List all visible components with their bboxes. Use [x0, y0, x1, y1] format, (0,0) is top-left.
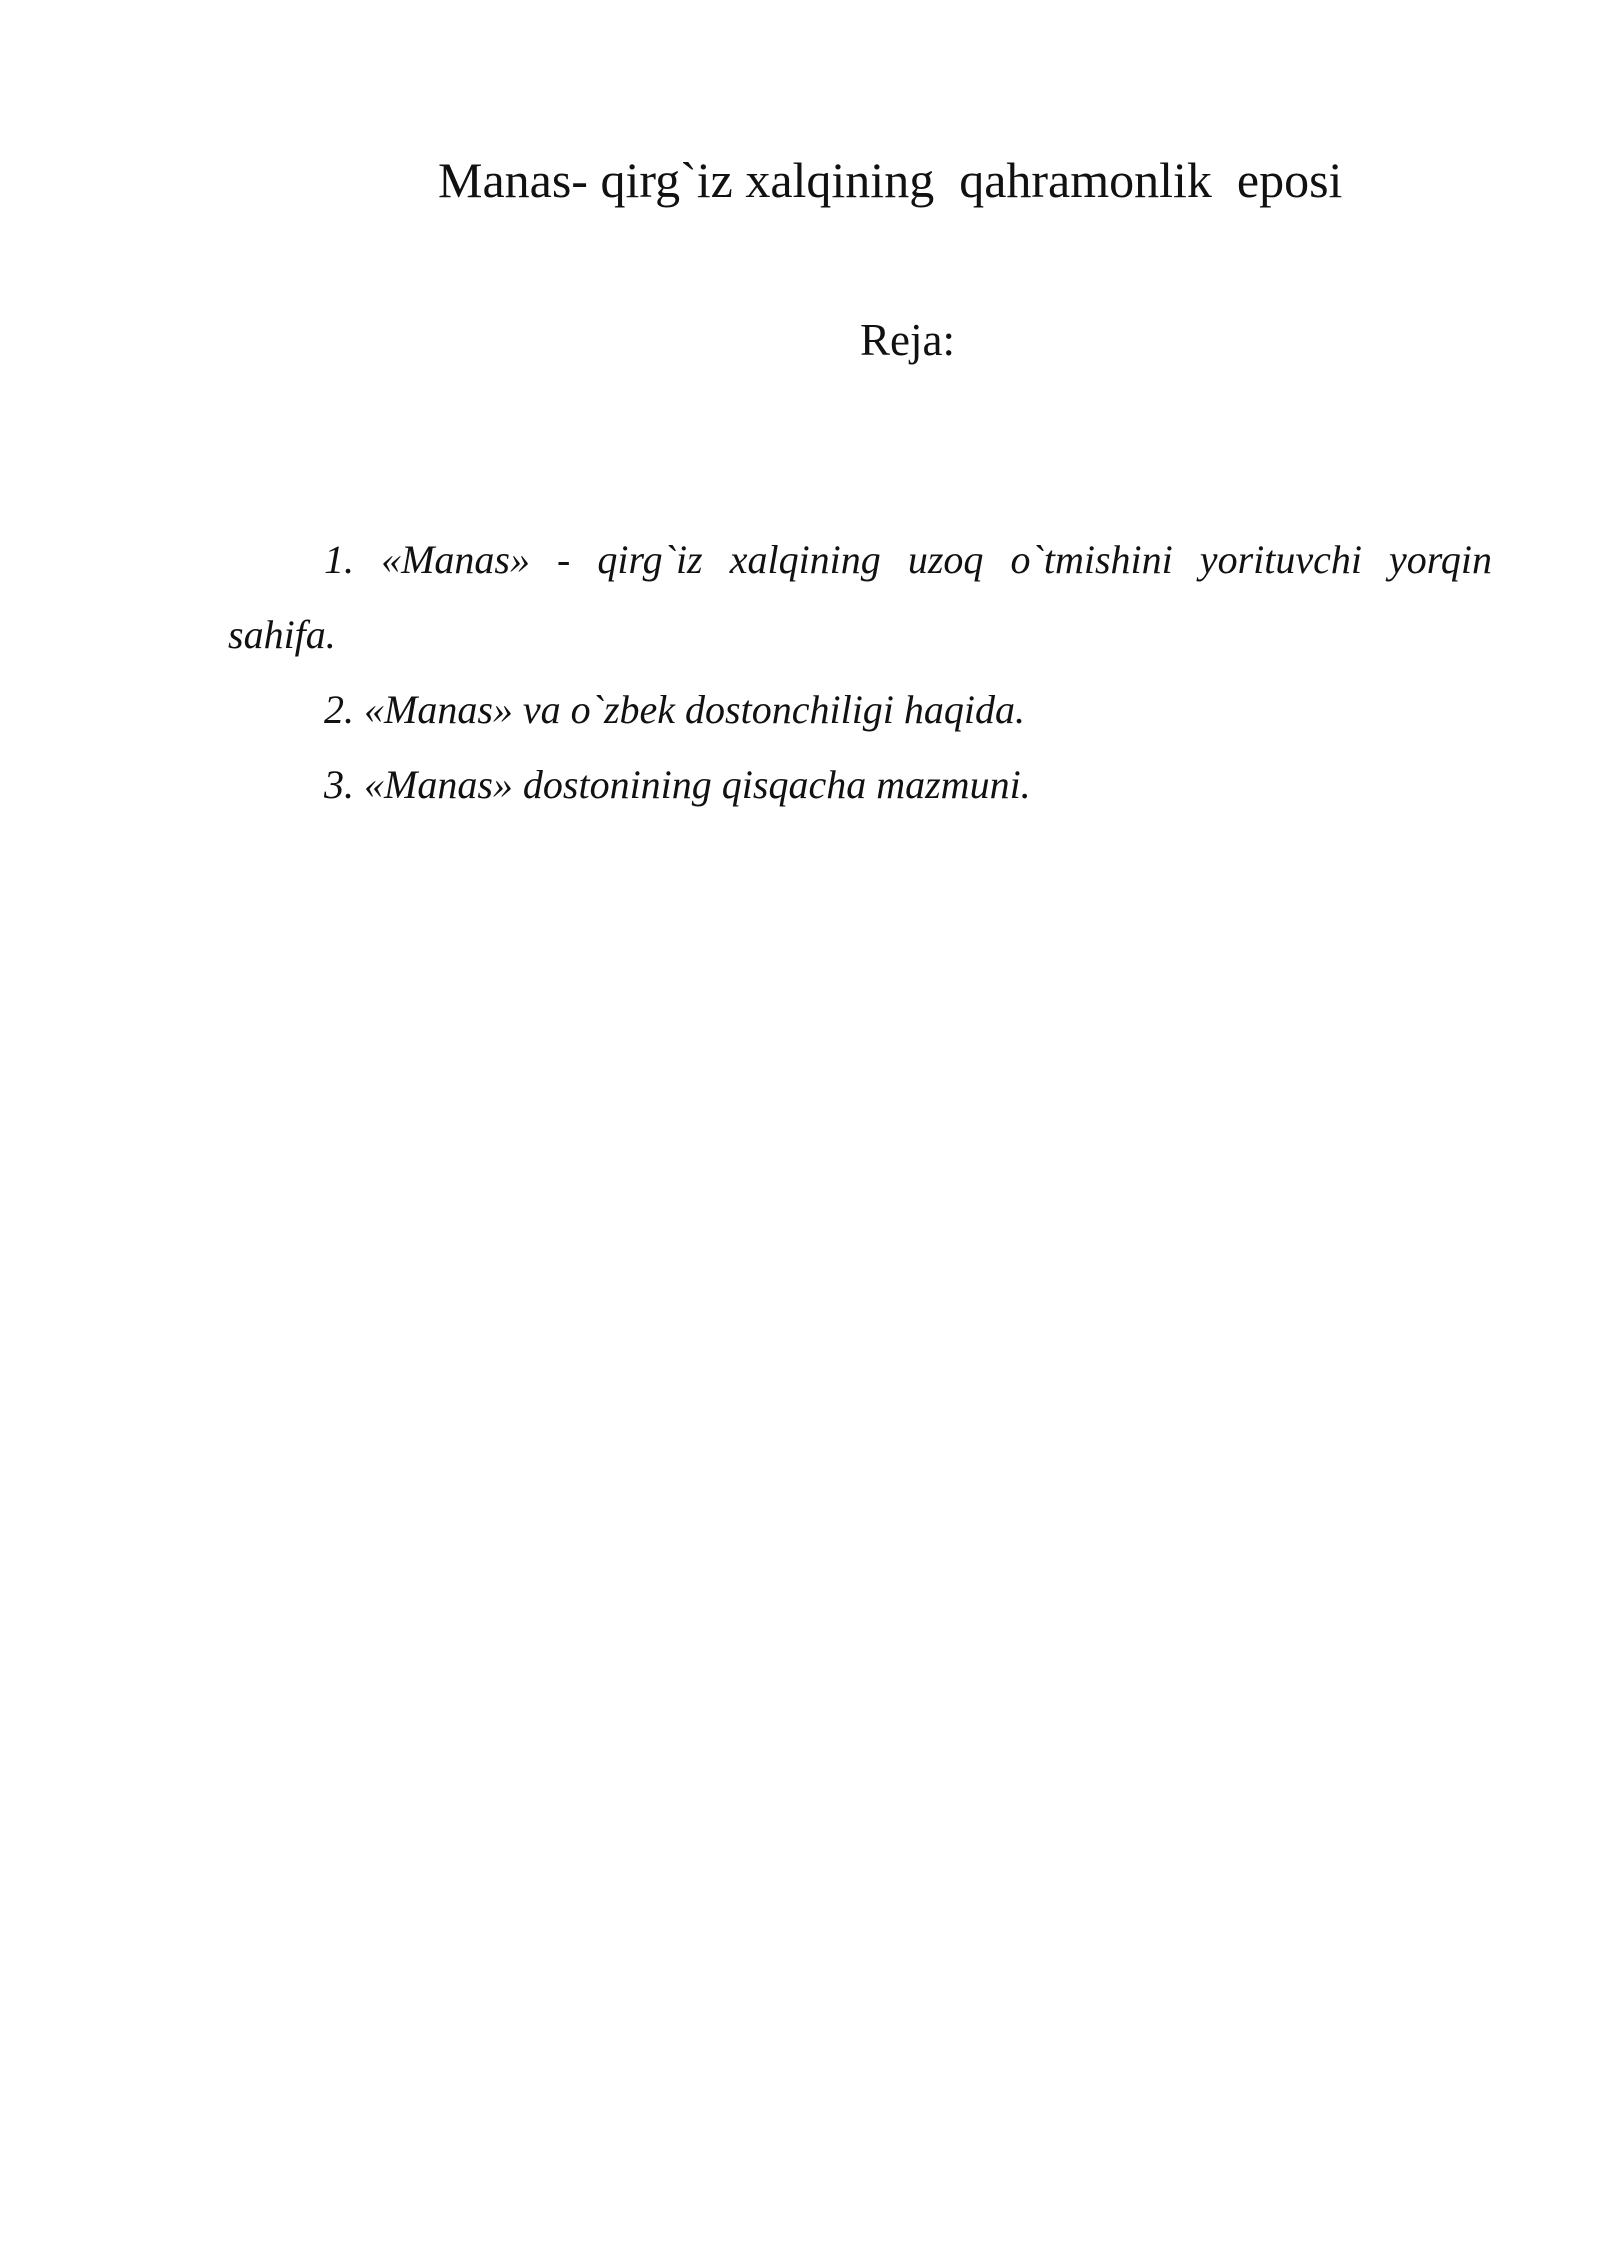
- plan-list: [228, 522, 1492, 822]
- document-title: Manas- qirg`iz xalqining qahramonlik eposi: [438, 152, 1343, 208]
- plan-item-3: 3. «Manas» dostonining qisqacha mazmuni.: [324, 762, 1031, 807]
- plan-item-1: 1. «Manas» - qirg`iz xalqining uzoq o`tmishini yorituvchi yorqin sahifa.: [228, 537, 1492, 657]
- plan-heading: Reja:: [860, 315, 955, 365]
- plan-item-2: 2. «Manas» va o`zbek dostonchiligi haqida.: [324, 687, 1026, 732]
